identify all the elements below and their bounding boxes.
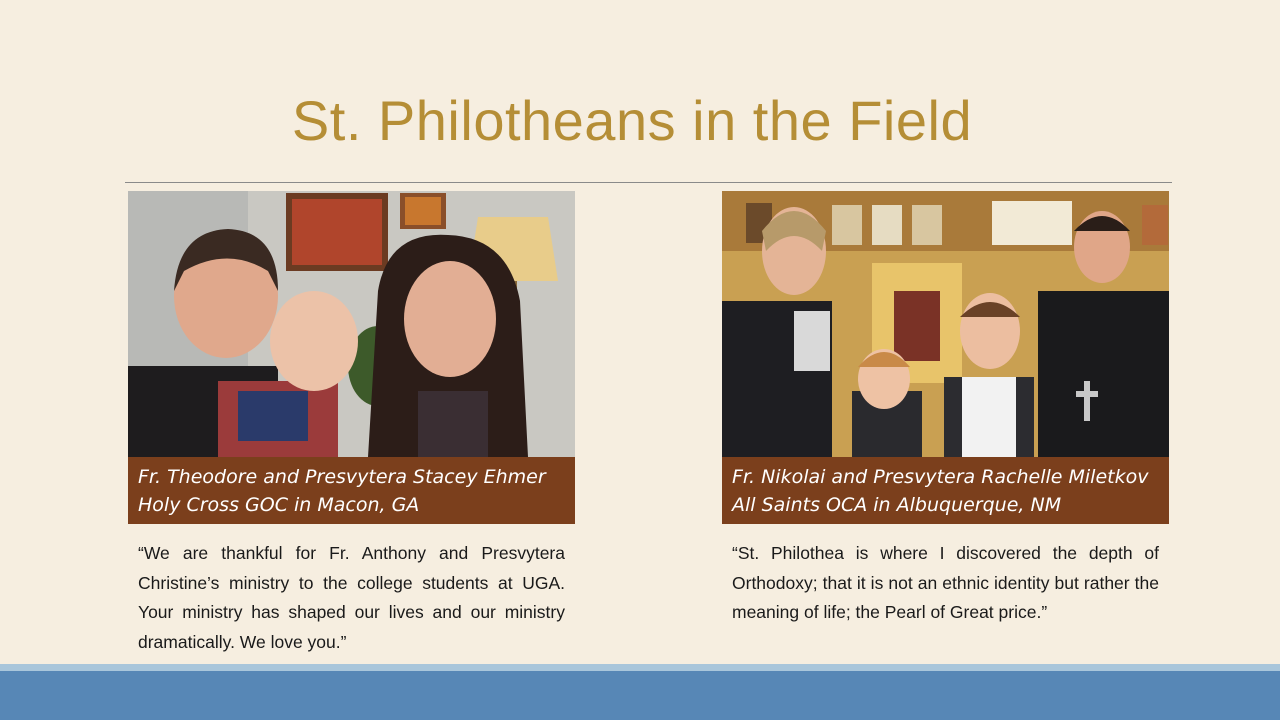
footer-band-accent bbox=[0, 664, 1280, 671]
quote-left: “We are thankful for Fr. Anthony and Presvytera Christine’s ministry to the college students at UGA. Your ministry has shaped our lives and our ministry dramatically. We love you.” bbox=[138, 543, 565, 652]
caption-right bbox=[722, 457, 1169, 524]
caption-left bbox=[128, 457, 575, 524]
caption-right-names: Fr. Nikolai and Presvytera Rachelle Miletkov bbox=[732, 466, 1149, 488]
title-divider bbox=[125, 182, 1172, 183]
footer-band bbox=[0, 671, 1280, 720]
slide-title: St. Philotheans in the Field bbox=[291, 89, 973, 152]
caption-left-parish: Holy Cross GOC in Macon, GA bbox=[138, 494, 420, 516]
photo-miletkov-family bbox=[722, 191, 1169, 457]
caption-left-names: Fr. Theodore and Presvytera Stacey Ehmer bbox=[138, 466, 546, 488]
quote-right: “St. Philothea is where I discovered the depth of Orthodoxy; that it is not an ethnic identity but rather the meaning of life; the Pearl of Great price.” bbox=[732, 543, 1159, 622]
photo-ehmer-family bbox=[128, 191, 575, 457]
caption-right-parish: All Saints OCA in Albuquerque, NM bbox=[732, 494, 1062, 516]
